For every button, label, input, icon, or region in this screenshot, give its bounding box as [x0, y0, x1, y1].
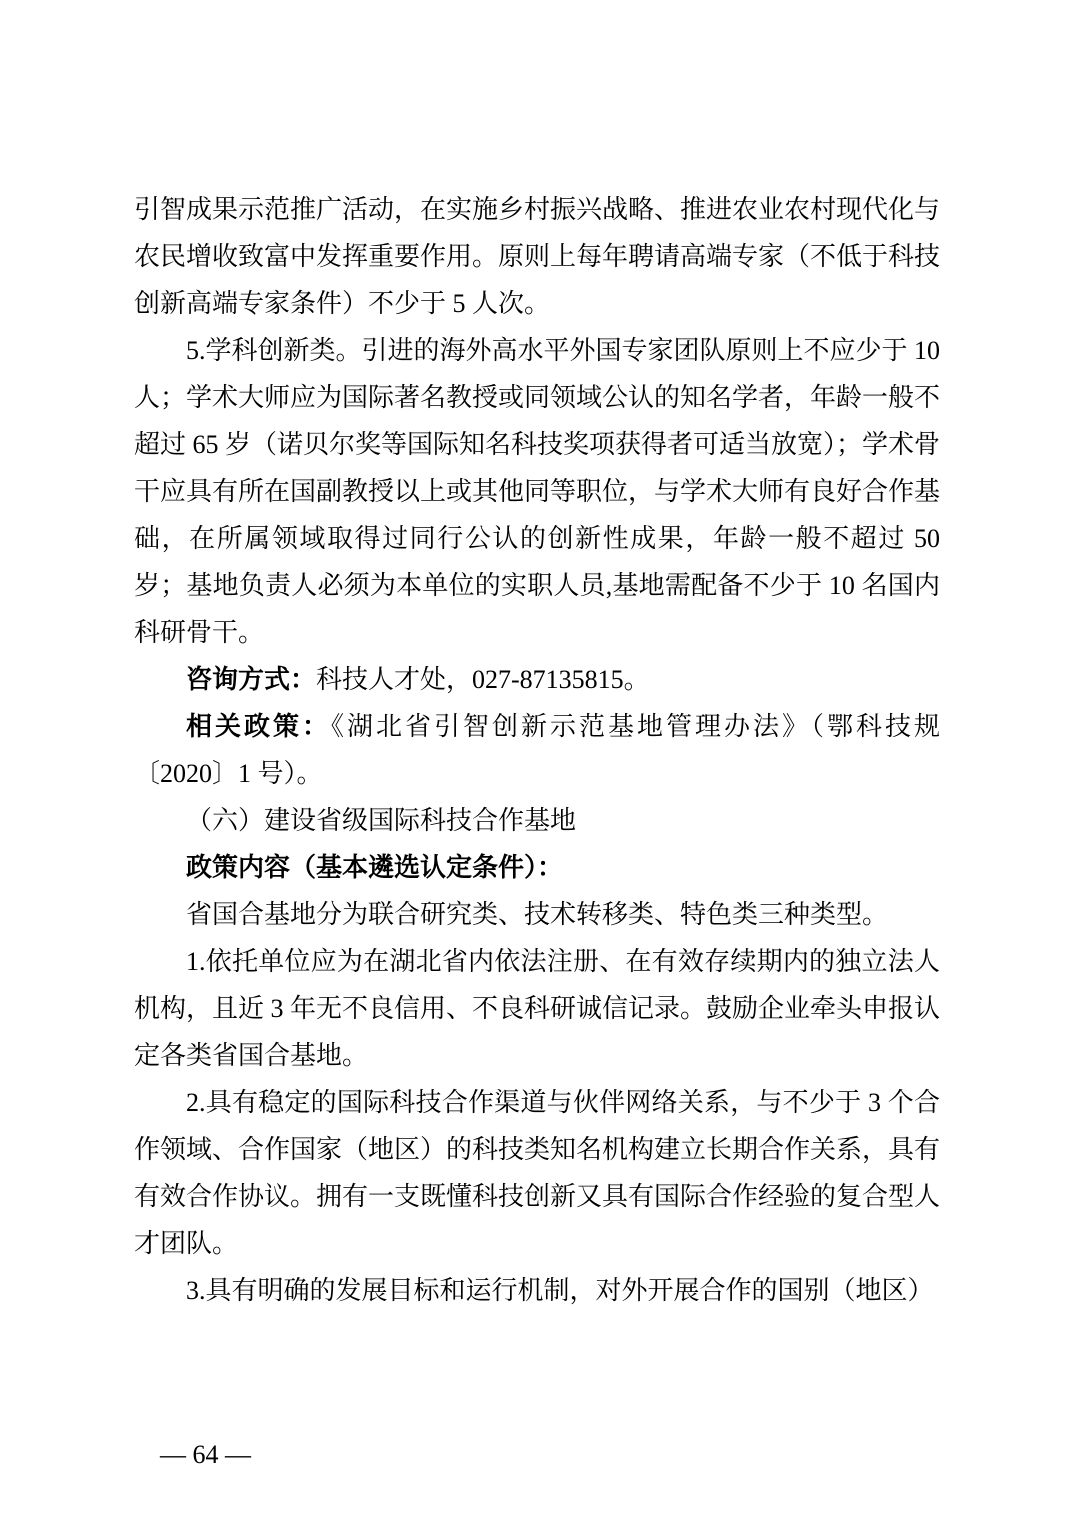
paragraph-item-1-entity-requirement: 1.依托单位应为在湖北省内依法注册、在有效存续期内的独立法人机构，且近 3 年无不良信用、不良科研诚信记录。鼓励企业牵头申报认定各类省国合基地。: [134, 947, 941, 1070]
page-number: — 64 —: [160, 1440, 251, 1469]
paragraph-continuation: 引智成果示范推广活动，在实施乡村振兴战略、推进农业农村现代化与农民增收致富中发挥重要作用。原则上每年聘请高端专家（不低于科技创新高端专家条件）不少于 5 人次。: [134, 195, 941, 318]
contact-method-label: 咨询方式：: [186, 665, 317, 694]
paragraph-item-2-cooperation-channels: 2.具有稳定的国际科技合作渠道与伙伴网络关系，与不少于 3 个合作领域、合作国家（地区）的科技类知名机构建立长期合作关系，具有有效合作协议。拥有一支既懂科技创新又具有国际合作经验的复合型人才团队。: [134, 1088, 941, 1258]
related-policy-text: 《湖北省引智创新示范基地管理办法》（鄂科技规〔2020〕1 号）。: [134, 712, 940, 788]
heading-section-six: （六）建设省级国际科技合作基地: [186, 806, 577, 835]
contact-method-text: 科技人才处，027-87135815。: [316, 665, 650, 694]
page-footer: [134, 1384, 251, 1525]
heading-policy-content: 政策内容（基本遴选认定条件）：: [186, 853, 564, 882]
document-body: [134, 186, 940, 1314]
paragraph-item-5-discipline-innovation: 5.学科创新类。引进的海外高水平外国专家团队原则上不应少于 10 人；学术大师应为国际著名教授或同领域公认的知名学者，年龄一般不超过 65 岁（诺贝尔奖等国际知名科技奖项获得者可适当放宽）；学术骨干应具有所在国副教授以上或其他同等职位，与学术大师有良好合作基础，在所属领域取得过同行公认的创新性成果，年龄一般不超过 50 岁；基地负责人必须为本单位的实职人员,基地需配备不少于 10 名国内科研骨干。: [134, 336, 941, 647]
paragraph-related-policy: [134, 703, 940, 797]
paragraph-contact-method: [134, 656, 940, 703]
related-policy-label: 相关政策：: [186, 712, 331, 741]
paragraph-base-types: 省国合基地分为联合研究类、技术转移类、特色类三种类型。: [186, 900, 889, 929]
paragraph-item-3-development-goals: 3.具有明确的发展目标和运行机制，对外开展合作的国别（地区）: [186, 1276, 934, 1305]
